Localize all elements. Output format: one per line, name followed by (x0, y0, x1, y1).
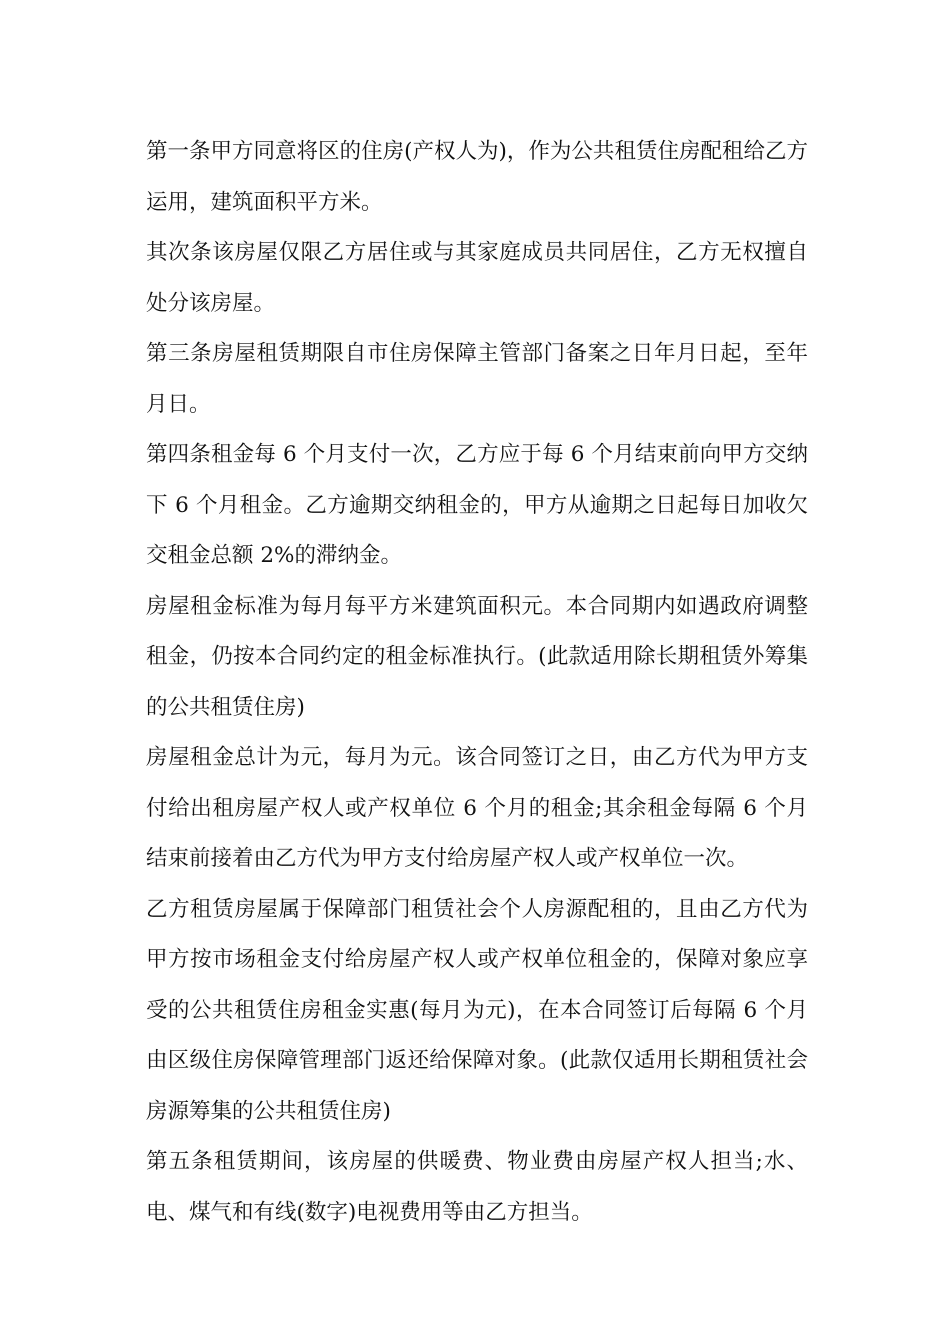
rent-subsidy-paragraph: 乙方租赁房屋属于保障部门租赁社会个人房源配租的，且由乙方代为甲方按市场租金支付给房屋产权人或产权单位租金的，保障对象应享受的公共租赁住房租金实惠(每月为元)，在本合同签订后每隔 6 个月由区级住房保障管理部门返还给保障对象。(此款仅适用长期租赁社会房源筹集的公共租赁住房) (146, 896, 808, 1124)
rent-total-paragraph: 房屋租金总计为元，每月为元。该合同签订之日，由乙方代为甲方支付给出租房屋产权人或产权单位 6 个月的租金;其余租金每隔 6 个月结束前接着由乙方代为甲方支付给房屋产权人或产权单位一次。 (146, 745, 808, 871)
clause-5-paragraph: 第五条租赁期间，该房屋的供暖费、物业费由房屋产权人担当;水、电、煤气和有线(数字)电视费用等由乙方担当。 (146, 1149, 808, 1225)
clause-2-paragraph: 其次条该房屋仅限乙方居住或与其家庭成员共同居住，乙方无权擅自处分该房屋。 (146, 240, 808, 316)
rent-standard-paragraph: 房屋租金标准为每月每平方米建筑面积元。本合同期内如遇政府调整租金，仍按本合同约定的租金标准执行。(此款适用除长期租赁外筹集的公共租赁住房) (146, 593, 808, 720)
clause-3-paragraph: 第三条房屋租赁期限自市住房保障主管部门备案之日年月日起，至年月日。 (146, 341, 808, 417)
document-body (146, 127, 808, 1238)
clause-4-paragraph: 第四条租金每 6 个月支付一次，乙方应于每 6 个月结束前向甲方交纳下 6 个月租金。乙方逾期交纳租金的，甲方从逾期之日起每日加收欠交租金总额 2%的滞纳金。 (146, 442, 808, 568)
clause-1-paragraph: 第一条甲方同意将区的住房(产权人为)，作为公共租赁住房配租给乙方运用，建筑面积平方米。 (146, 139, 808, 215)
